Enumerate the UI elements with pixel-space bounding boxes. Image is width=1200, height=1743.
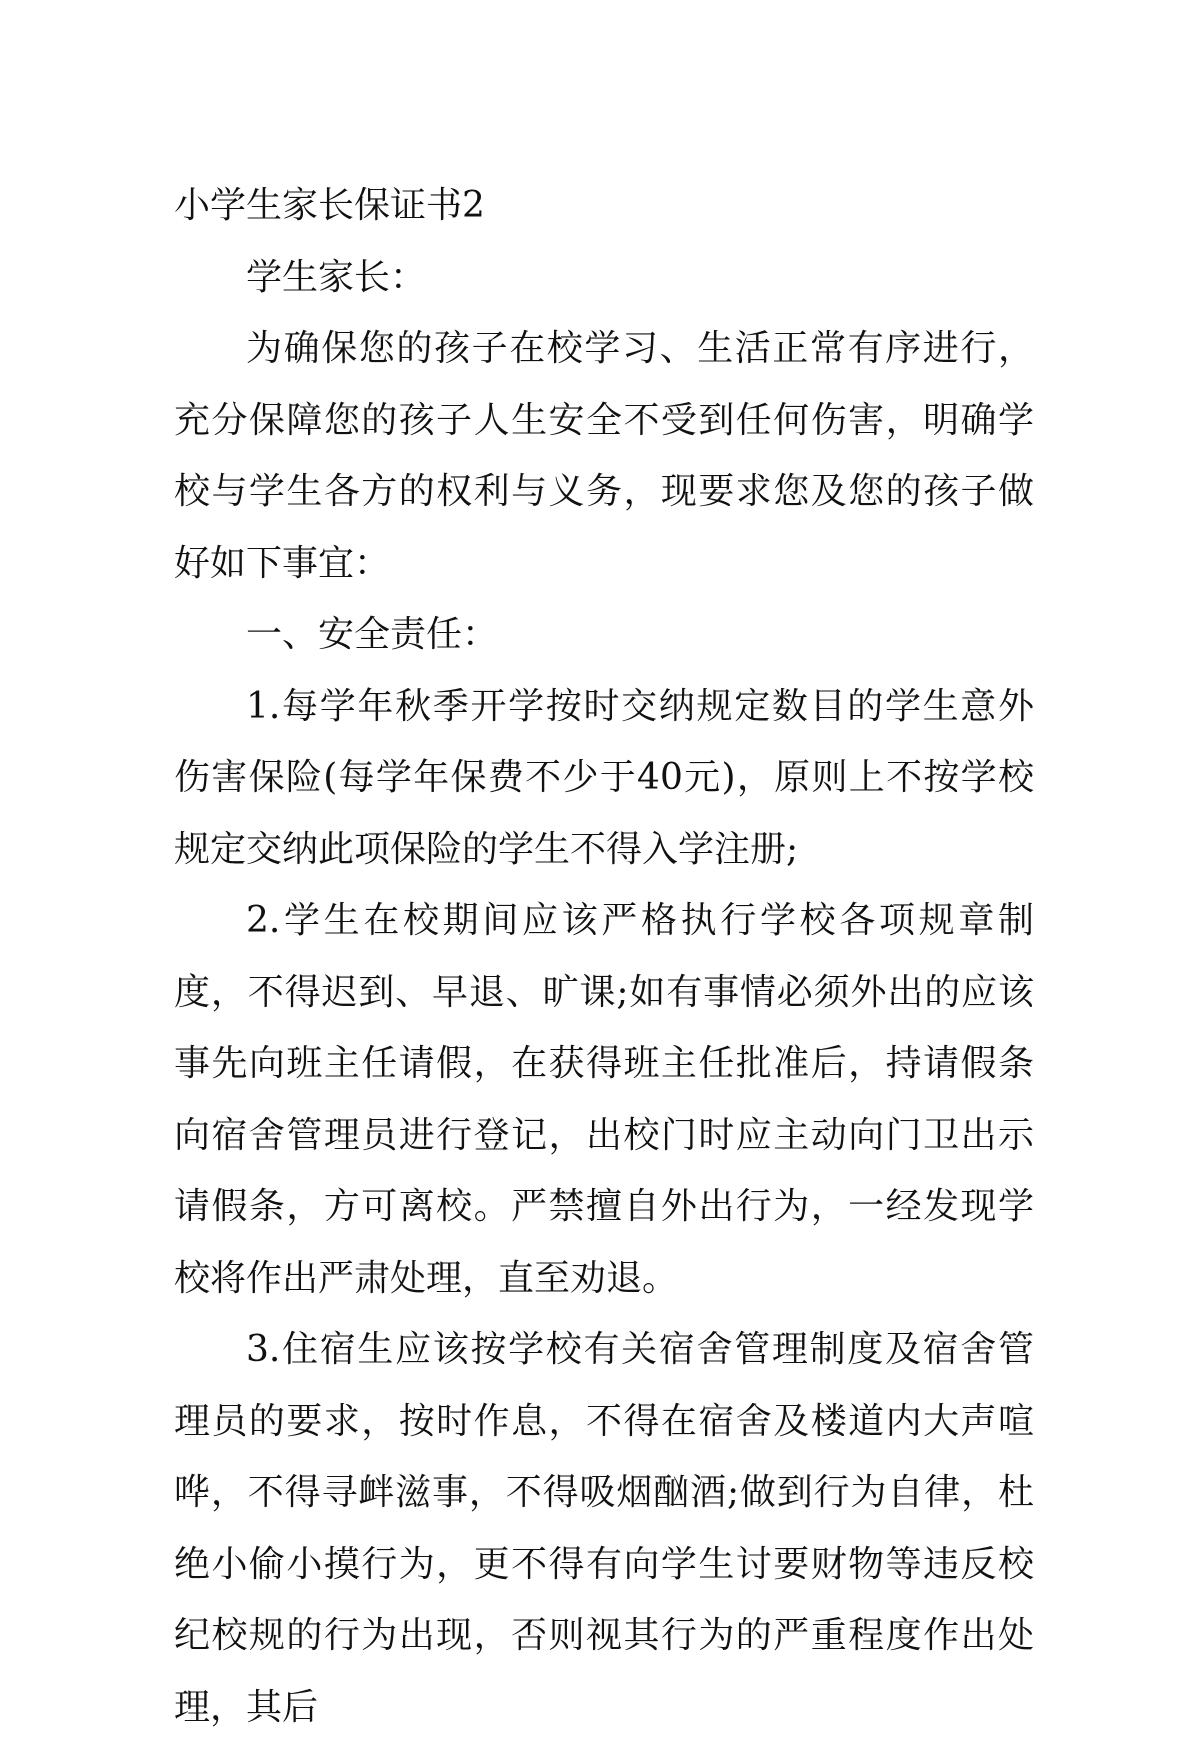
clause-1: 1.每学年秋季开学按时交纳规定数目的学生意外伤害保险(每学年保费不少于40元)，原则上不按学校规定交纳此项保险的学生不得入学注册;	[174, 685, 1034, 870]
document-page	[174, 170, 1034, 1743]
clause-2: 2.学生在校期间应该严格执行学校各项规章制度，不得迟到、早退、旷课;如有事情必须外出的应该事先向班主任请假，在获得班主任批准后，持请假条向宿舍管理员进行登记，出校门时应主动向门卫出示请假条，方可离校。严禁擅自外出行为，一经发现学校将作出严肃处理，直至劝退。	[174, 900, 1034, 1299]
salutation: 学生家长：	[246, 256, 427, 298]
section-heading: 一、安全责任：	[246, 614, 499, 655]
intro-paragraph: 为确保您的孩子在校学习、生活正常有序进行，充分保障您的孩子人生安全不受到任何伤害，明确学校与学生各方的权利与义务，现要求您及您的孩子做好如下事宜：	[174, 328, 1034, 584]
document-title: 小学生家长保证书2	[174, 185, 485, 226]
clause-3: 3.住宿生应该按学校有关宿舍管理制度及宿舍管理员的要求，按时作息，不得在宿舍及楼道内大声喧哗，不得寻衅滋事，不得吸烟酗酒;做到行为自律，杜绝小偷小摸行为，更不得有向学生讨要财物等违反校纪校规的行为出现，否则视其行为的严重程度作出处理，其后	[174, 1329, 1034, 1728]
